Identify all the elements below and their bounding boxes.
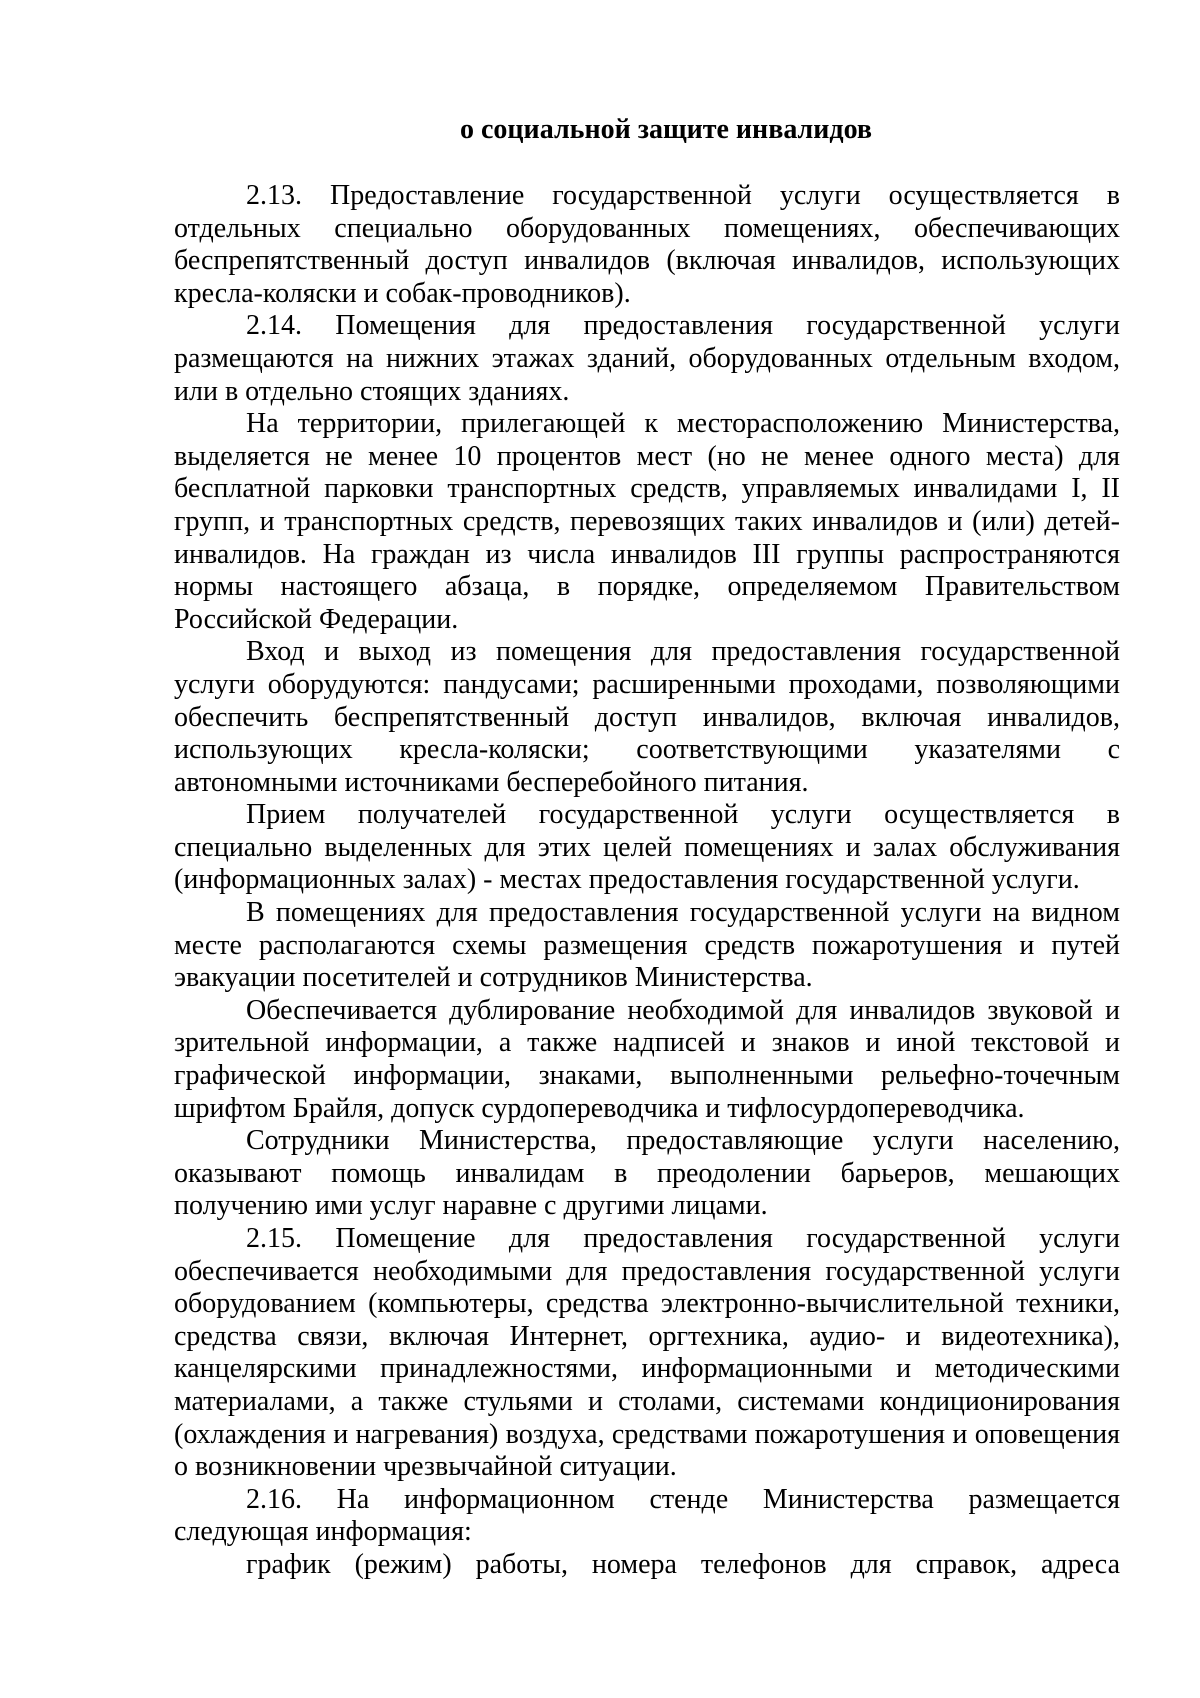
paragraph-2-14: 2.14. Помещения для предоставления государственной услуги размещаются на нижних этажах зданий, оборудованных отдельным входом, или в отдельно стоящих зданиях. <box>174 310 1120 407</box>
paragraph-2-15: 2.15. Помещение для предоставления государственной услуги обеспечивается необходимыми для предоставления государственной услуги оборудованием (компьютеры, средства электронно-вычислительной техники, средства связи, включая Интернет, оргтехника, аудио- и видеотехника), канцелярскими принадлежностями, информационными и методическими материалами, а также стульями и столами, системами кондиционирования (охлаждения и нагревания) воздуха, средствами пожаротушения и оповещения о возникновении чрезвычайной ситуации. <box>174 1223 1120 1483</box>
paragraph-evacuation: В помещениях для предоставления государственной услуги на видном месте располагаются схемы размещения средств пожаротушения и путей эвакуации посетителей и сотрудников Министерства. <box>174 897 1120 994</box>
paragraph-reception: Прием получателей государственной услуги осуществляется в специально выделенных для этих целей помещениях и залах обслуживания (информационных залах) - местах предоставления государственной услуги. <box>174 799 1120 896</box>
paragraph-2-16: 2.16. На информационном стенде Министерства размещается следующая информация: <box>174 1483 1120 1548</box>
section-heading: о социальной защите инвалидов <box>460 114 872 145</box>
document-body <box>174 180 1120 1582</box>
paragraph-2-13: 2.13. Предоставление государственной услуги осуществляется в отдельных специально оборудованных помещениях, обеспечивающих беспрепятственный доступ инвалидов (включая инвалидов, использующих кресла-коляски и собак-проводников). <box>174 180 1120 309</box>
paragraph-braille: Обеспечивается дублирование необходимой для инвалидов звуковой и зрительной информации, а также надписей и знаков и иной текстовой и графической информации, знаками, выполненными рельефно-точечным шрифтом Брайля, допуск сурдопереводчика и тифлосурдопереводчика. <box>174 994 1120 1124</box>
paragraph-staff-help: Сотрудники Министерства, предоставляющие услуги населению, оказывают помощь инвалидам в преодолении барьеров, мешающих получению ими услуг наравне с другими лицами. <box>174 1125 1120 1222</box>
paragraph-parking: На территории, прилегающей к месторасположению Министерства, выделяется не менее 10 процентов мест (но не менее одного места) для бесплатной парковки транспортных средств, управляемых инвалидами I, II групп, и транспортных средств, перевозящих таких инвалидов и (или) детей-инвалидов. На граждан из числа инвалидов III группы распространяются нормы настоящего абзаца, в порядке, определяемом Правительством Российской Федерации. <box>174 408 1120 635</box>
paragraph-schedule: график (режим) работы, номера телефонов для справок, адреса <box>246 1548 1120 1580</box>
paragraph-entrance: Вход и выход из помещения для предоставления государственной услуги оборудуются: пандусами; расширенными проходами, позволяющими обеспечить беспрепятственный доступ инвалидов, включая инвалидов, использующих кресла-коляски; соответствующими указателями с автономными источниками бесперебойного питания. <box>174 636 1120 798</box>
